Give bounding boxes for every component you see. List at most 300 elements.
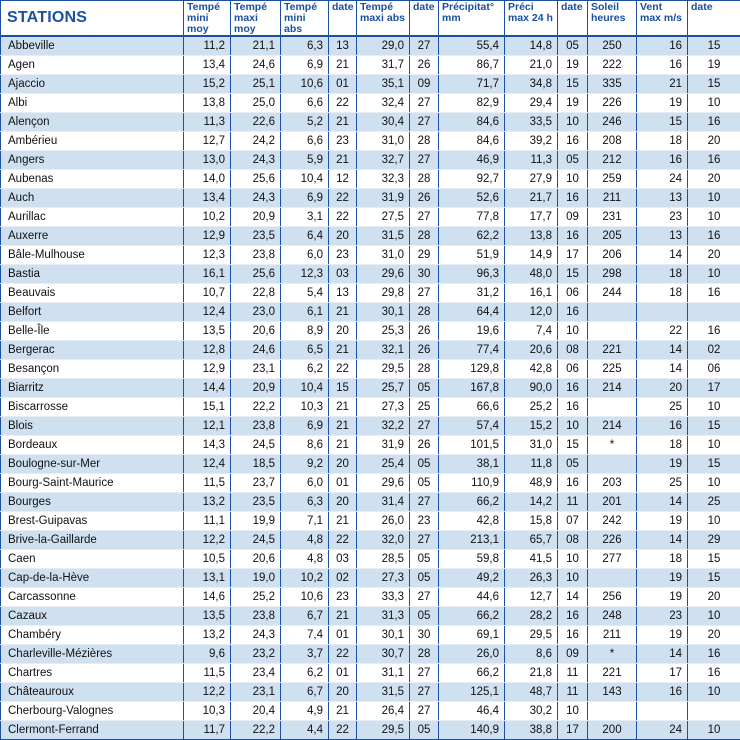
- cell-wind-max: 19: [637, 512, 688, 531]
- cell-temp-min-avg: 13,2: [184, 493, 231, 512]
- cell-temp-min-abs: 6,0: [281, 474, 329, 493]
- cell-temp-min-abs-date: 20: [329, 683, 357, 702]
- station-name-cell: Aurillac: [1, 208, 184, 227]
- table-row: [1, 56, 740, 75]
- cell-temp-max-avg: 20,6: [231, 550, 281, 569]
- cell-sunshine-hours: 211: [588, 189, 637, 208]
- cell-temp-min-abs-date: 02: [329, 569, 357, 588]
- cell-wind-max: 18: [637, 550, 688, 569]
- cell-temp-min-avg: 13,4: [184, 189, 231, 208]
- station-name-cell: Auxerre: [1, 227, 184, 246]
- cell-sunshine-hours: 203: [588, 474, 637, 493]
- cell-temp-max-abs-date: 28: [410, 645, 439, 664]
- table-row: [1, 151, 740, 170]
- cell-sunshine-hours: 212: [588, 151, 637, 170]
- station-name-cell: Aubenas: [1, 170, 184, 189]
- cell-precipitation: 59,8: [439, 550, 505, 569]
- cell-precip-max-date: 08: [558, 531, 588, 550]
- cell-temp-min-avg: 13,2: [184, 626, 231, 645]
- station-name-cell: Cherbourg-Valognes: [1, 702, 184, 721]
- cell-precipitation: 66,2: [439, 493, 505, 512]
- cell-wind-max: 14: [637, 341, 688, 360]
- cell-wind-max-date: 02: [688, 341, 740, 360]
- cell-temp-min-abs: 8,6: [281, 436, 329, 455]
- cell-temp-min-abs: 6,9: [281, 189, 329, 208]
- cell-precip-max-24h: 26,3: [505, 569, 558, 588]
- station-name-cell: Alençon: [1, 113, 184, 132]
- cell-temp-min-abs: 7,4: [281, 626, 329, 645]
- cell-precipitation: 44,6: [439, 588, 505, 607]
- cell-temp-max-abs-date: 05: [410, 607, 439, 626]
- cell-temp-max-abs-date: 27: [410, 151, 439, 170]
- cell-temp-min-avg: 12,9: [184, 360, 231, 379]
- cell-temp-max-abs: 30,1: [357, 626, 410, 645]
- cell-temp-min-avg: 14,3: [184, 436, 231, 455]
- cell-sunshine-hours: 226: [588, 531, 637, 550]
- cell-temp-max-avg: 23,4: [231, 664, 281, 683]
- cell-wind-max: 13: [637, 189, 688, 208]
- table-header: [1, 1, 740, 37]
- cell-wind-max-date: [688, 303, 740, 322]
- cell-temp-min-abs-date: 21: [329, 702, 357, 721]
- cell-temp-max-abs: 32,3: [357, 170, 410, 189]
- column-header-wind-max: Vent max m/s: [637, 1, 688, 37]
- cell-temp-min-abs: 6,5: [281, 341, 329, 360]
- cell-precip-max-date: 16: [558, 379, 588, 398]
- cell-temp-max-abs: 35,1: [357, 75, 410, 94]
- cell-wind-max: 18: [637, 265, 688, 284]
- cell-temp-min-abs: 6,0: [281, 246, 329, 265]
- table-row: [1, 75, 740, 94]
- cell-temp-min-abs-date: 23: [329, 132, 357, 151]
- station-name-cell: Clermont-Ferrand: [1, 721, 184, 740]
- station-name-cell: Brive-la-Gaillarde: [1, 531, 184, 550]
- cell-precipitation: 82,9: [439, 94, 505, 113]
- cell-temp-max-abs-date: 27: [410, 284, 439, 303]
- cell-wind-max: 17: [637, 664, 688, 683]
- cell-precip-max-24h: 14,2: [505, 493, 558, 512]
- cell-temp-min-abs: 6,7: [281, 683, 329, 702]
- cell-wind-max-date: 10: [688, 265, 740, 284]
- cell-precip-max-24h: 33,5: [505, 113, 558, 132]
- cell-temp-max-abs-date: 26: [410, 189, 439, 208]
- cell-temp-min-avg: 12,1: [184, 417, 231, 436]
- cell-temp-max-avg: 24,2: [231, 132, 281, 151]
- cell-temp-max-avg: 25,6: [231, 170, 281, 189]
- cell-precip-max-date: 06: [558, 360, 588, 379]
- cell-temp-min-abs-date: 21: [329, 607, 357, 626]
- cell-temp-min-abs-date: 21: [329, 56, 357, 75]
- cell-temp-max-avg: 24,5: [231, 531, 281, 550]
- cell-temp-max-abs: 33,3: [357, 588, 410, 607]
- table-row: [1, 683, 740, 702]
- cell-temp-min-avg: 9,6: [184, 645, 231, 664]
- cell-wind-max: 23: [637, 208, 688, 227]
- cell-temp-max-avg: 24,6: [231, 56, 281, 75]
- cell-wind-max: 18: [637, 436, 688, 455]
- cell-precip-max-date: 16: [558, 189, 588, 208]
- station-name-cell: Blois: [1, 417, 184, 436]
- cell-temp-max-abs-date: 30: [410, 626, 439, 645]
- cell-temp-min-avg: 13,0: [184, 151, 231, 170]
- station-name-cell: Albi: [1, 94, 184, 113]
- cell-wind-max: 14: [637, 531, 688, 550]
- cell-temp-min-abs-date: 22: [329, 645, 357, 664]
- cell-wind-max: 13: [637, 227, 688, 246]
- cell-wind-max-date: 16: [688, 284, 740, 303]
- cell-temp-min-abs: 4,8: [281, 531, 329, 550]
- cell-sunshine-hours: 206: [588, 246, 637, 265]
- cell-precip-max-date: 16: [558, 626, 588, 645]
- table-row: [1, 284, 740, 303]
- cell-temp-max-abs: 25,7: [357, 379, 410, 398]
- cell-temp-min-abs-date: 22: [329, 208, 357, 227]
- cell-temp-max-avg: 22,2: [231, 721, 281, 740]
- cell-temp-max-avg: 23,8: [231, 417, 281, 436]
- cell-temp-min-abs: 4,4: [281, 721, 329, 740]
- cell-sunshine-hours: 277: [588, 550, 637, 569]
- cell-precip-max-date: 11: [558, 683, 588, 702]
- cell-precipitation: 66,6: [439, 398, 505, 417]
- cell-precipitation: 140,9: [439, 721, 505, 740]
- cell-precip-max-date: 16: [558, 303, 588, 322]
- cell-precip-max-24h: 41,5: [505, 550, 558, 569]
- cell-sunshine-hours: [588, 702, 637, 721]
- cell-temp-max-abs: 31,4: [357, 493, 410, 512]
- cell-sunshine-hours: 246: [588, 113, 637, 132]
- cell-temp-max-abs: 30,7: [357, 645, 410, 664]
- cell-precip-max-24h: 48,7: [505, 683, 558, 702]
- cell-temp-min-abs: 6,6: [281, 132, 329, 151]
- cell-temp-min-avg: 11,2: [184, 36, 231, 56]
- cell-temp-min-abs: 10,2: [281, 569, 329, 588]
- cell-precip-max-24h: 48,9: [505, 474, 558, 493]
- cell-precip-max-date: 16: [558, 474, 588, 493]
- cell-precipitation: 84,6: [439, 132, 505, 151]
- cell-temp-min-abs-date: 22: [329, 721, 357, 740]
- cell-temp-max-abs-date: 26: [410, 341, 439, 360]
- cell-precipitation: 92,7: [439, 170, 505, 189]
- cell-temp-min-avg: 15,2: [184, 75, 231, 94]
- cell-temp-min-abs-date: 22: [329, 94, 357, 113]
- cell-sunshine-hours: 259: [588, 170, 637, 189]
- cell-temp-min-avg: 13,4: [184, 56, 231, 75]
- station-name-cell: Chartres: [1, 664, 184, 683]
- cell-temp-max-abs: 32,4: [357, 94, 410, 113]
- cell-wind-max-date: 16: [688, 664, 740, 683]
- cell-precip-max-24h: 12,0: [505, 303, 558, 322]
- table-row: [1, 626, 740, 645]
- cell-precip-max-date: 11: [558, 664, 588, 683]
- cell-wind-max: 16: [637, 417, 688, 436]
- cell-precip-max-date: 06: [558, 284, 588, 303]
- cell-temp-min-abs-date: 21: [329, 303, 357, 322]
- cell-precipitation: 71,7: [439, 75, 505, 94]
- cell-temp-max-abs: 31,0: [357, 132, 410, 151]
- cell-wind-max: 16: [637, 36, 688, 56]
- cell-temp-max-abs-date: 28: [410, 360, 439, 379]
- cell-temp-max-abs: 32,2: [357, 417, 410, 436]
- table-row: [1, 607, 740, 626]
- cell-precip-max-24h: 14,9: [505, 246, 558, 265]
- column-header-temp-max-abs-date: date: [410, 1, 439, 37]
- cell-temp-min-avg: 11,5: [184, 664, 231, 683]
- station-name-cell: Ajaccio: [1, 75, 184, 94]
- cell-temp-max-abs: 31,0: [357, 246, 410, 265]
- table-row: [1, 493, 740, 512]
- cell-temp-max-abs-date: 28: [410, 132, 439, 151]
- cell-temp-min-abs: 6,3: [281, 493, 329, 512]
- cell-sunshine-hours: 214: [588, 417, 637, 436]
- station-name-cell: Biscarrosse: [1, 398, 184, 417]
- cell-temp-min-avg: 10,7: [184, 284, 231, 303]
- cell-wind-max-date: 20: [688, 588, 740, 607]
- cell-temp-min-abs: 6,2: [281, 664, 329, 683]
- cell-precip-max-date: 16: [558, 607, 588, 626]
- cell-temp-max-avg: 23,0: [231, 303, 281, 322]
- cell-temp-max-abs-date: 05: [410, 550, 439, 569]
- cell-wind-max: 18: [637, 132, 688, 151]
- cell-precip-max-date: 09: [558, 208, 588, 227]
- cell-temp-max-abs: 31,1: [357, 664, 410, 683]
- cell-wind-max-date: 20: [688, 170, 740, 189]
- cell-temp-min-abs: 9,2: [281, 455, 329, 474]
- cell-precipitation: 46,4: [439, 702, 505, 721]
- cell-wind-max: 19: [637, 588, 688, 607]
- cell-temp-min-avg: 12,2: [184, 683, 231, 702]
- cell-sunshine-hours: 222: [588, 56, 637, 75]
- cell-precip-max-24h: 11,3: [505, 151, 558, 170]
- cell-sunshine-hours: 205: [588, 227, 637, 246]
- cell-temp-min-abs: 5,9: [281, 151, 329, 170]
- cell-temp-min-avg: 14,4: [184, 379, 231, 398]
- cell-temp-max-avg: 22,2: [231, 398, 281, 417]
- cell-sunshine-hours: [588, 398, 637, 417]
- table-row: [1, 379, 740, 398]
- station-name-cell: Brest-Guipavas: [1, 512, 184, 531]
- cell-temp-max-avg: 25,6: [231, 265, 281, 284]
- cell-temp-max-avg: 25,1: [231, 75, 281, 94]
- cell-sunshine-hours: 250: [588, 36, 637, 56]
- cell-sunshine-hours: 226: [588, 94, 637, 113]
- cell-wind-max-date: 15: [688, 417, 740, 436]
- cell-temp-max-avg: 24,5: [231, 436, 281, 455]
- cell-temp-max-abs: 27,3: [357, 569, 410, 588]
- cell-sunshine-hours: 211: [588, 626, 637, 645]
- cell-precipitation: 84,6: [439, 113, 505, 132]
- cell-temp-min-abs-date: 13: [329, 284, 357, 303]
- cell-temp-min-avg: 14,6: [184, 588, 231, 607]
- cell-precip-max-date: 14: [558, 588, 588, 607]
- station-name-cell: Cazaux: [1, 607, 184, 626]
- cell-temp-max-abs-date: 27: [410, 94, 439, 113]
- cell-temp-min-abs: 6,2: [281, 360, 329, 379]
- table-row: [1, 474, 740, 493]
- cell-temp-max-abs-date: 30: [410, 265, 439, 284]
- cell-temp-max-abs-date: 27: [410, 493, 439, 512]
- table-row: [1, 436, 740, 455]
- cell-precipitation: 55,4: [439, 36, 505, 56]
- station-name-cell: Bordeaux: [1, 436, 184, 455]
- cell-wind-max: 14: [637, 493, 688, 512]
- station-name-cell: Abbeville: [1, 36, 184, 56]
- cell-temp-max-avg: 22,6: [231, 113, 281, 132]
- cell-sunshine-hours: [588, 303, 637, 322]
- cell-temp-max-abs: 27,5: [357, 208, 410, 227]
- cell-temp-max-abs: 32,1: [357, 341, 410, 360]
- cell-wind-max: 19: [637, 94, 688, 113]
- cell-wind-max-date: 10: [688, 398, 740, 417]
- cell-wind-max: 14: [637, 360, 688, 379]
- table-row: [1, 303, 740, 322]
- cell-precip-max-date: 19: [558, 56, 588, 75]
- cell-precipitation: 86,7: [439, 56, 505, 75]
- station-name-cell: Agen: [1, 56, 184, 75]
- cell-temp-max-abs-date: 27: [410, 208, 439, 227]
- cell-precipitation: 66,2: [439, 607, 505, 626]
- cell-temp-min-abs: 10,6: [281, 75, 329, 94]
- station-name-cell: Belle-Île: [1, 322, 184, 341]
- cell-precip-max-date: 10: [558, 702, 588, 721]
- cell-temp-max-avg: 23,8: [231, 246, 281, 265]
- cell-temp-min-abs-date: 01: [329, 75, 357, 94]
- cell-wind-max-date: 15: [688, 36, 740, 56]
- cell-temp-min-abs-date: 21: [329, 417, 357, 436]
- cell-temp-max-avg: 23,7: [231, 474, 281, 493]
- cell-precip-max-24h: 90,0: [505, 379, 558, 398]
- cell-sunshine-hours: 298: [588, 265, 637, 284]
- cell-temp-max-abs-date: 05: [410, 379, 439, 398]
- cell-precip-max-24h: 17,7: [505, 208, 558, 227]
- cell-wind-max: 14: [637, 645, 688, 664]
- cell-temp-min-avg: 10,5: [184, 550, 231, 569]
- cell-precip-max-24h: 21,7: [505, 189, 558, 208]
- cell-temp-max-abs: 25,4: [357, 455, 410, 474]
- table-row: [1, 322, 740, 341]
- cell-temp-min-avg: 12,4: [184, 455, 231, 474]
- cell-temp-max-avg: 24,3: [231, 151, 281, 170]
- cell-wind-max-date: 16: [688, 322, 740, 341]
- station-name-cell: Beauvais: [1, 284, 184, 303]
- station-name-cell: Bourg-Saint-Maurice: [1, 474, 184, 493]
- cell-sunshine-hours: [588, 569, 637, 588]
- cell-temp-max-abs: 31,9: [357, 189, 410, 208]
- cell-wind-max-date: 15: [688, 569, 740, 588]
- table-row: [1, 132, 740, 151]
- cell-temp-max-abs-date: 27: [410, 531, 439, 550]
- cell-temp-max-abs: 32,7: [357, 151, 410, 170]
- cell-temp-min-abs-date: 21: [329, 341, 357, 360]
- cell-precip-max-24h: 21,8: [505, 664, 558, 683]
- table-row: [1, 550, 740, 569]
- cell-precipitation: 31,2: [439, 284, 505, 303]
- table-row: [1, 208, 740, 227]
- cell-temp-min-abs-date: 01: [329, 474, 357, 493]
- cell-temp-max-abs-date: 29: [410, 246, 439, 265]
- cell-temp-max-abs: 31,7: [357, 56, 410, 75]
- cell-temp-max-avg: 23,1: [231, 683, 281, 702]
- cell-temp-min-abs: 8,9: [281, 322, 329, 341]
- cell-wind-max-date: 15: [688, 550, 740, 569]
- cell-temp-max-abs-date: 28: [410, 170, 439, 189]
- cell-temp-min-abs: 10,4: [281, 170, 329, 189]
- cell-temp-max-abs: 32,0: [357, 531, 410, 550]
- cell-sunshine-hours: 214: [588, 379, 637, 398]
- cell-precipitation: 69,1: [439, 626, 505, 645]
- cell-temp-max-abs: 29,8: [357, 284, 410, 303]
- table-row: [1, 113, 740, 132]
- cell-temp-min-abs-date: 21: [329, 151, 357, 170]
- cell-sunshine-hours: 221: [588, 664, 637, 683]
- cell-wind-max-date: 10: [688, 512, 740, 531]
- cell-temp-min-avg: 11,7: [184, 721, 231, 740]
- cell-temp-min-avg: 10,2: [184, 208, 231, 227]
- station-name-cell: Biarritz: [1, 379, 184, 398]
- cell-temp-max-abs-date: 25: [410, 398, 439, 417]
- cell-temp-max-abs-date: 27: [410, 113, 439, 132]
- cell-precip-max-24h: 42,8: [505, 360, 558, 379]
- station-name-cell: Boulogne-sur-Mer: [1, 455, 184, 474]
- cell-wind-max-date: 10: [688, 208, 740, 227]
- cell-temp-min-avg: 12,7: [184, 132, 231, 151]
- cell-temp-min-abs: 7,1: [281, 512, 329, 531]
- cell-precipitation: 46,9: [439, 151, 505, 170]
- station-name-cell: Carcassonne: [1, 588, 184, 607]
- cell-sunshine-hours: 225: [588, 360, 637, 379]
- cell-temp-max-abs: 29,6: [357, 474, 410, 493]
- cell-temp-min-avg: 11,1: [184, 512, 231, 531]
- cell-temp-max-avg: 19,0: [231, 569, 281, 588]
- cell-temp-max-avg: 18,5: [231, 455, 281, 474]
- cell-wind-max: 22: [637, 322, 688, 341]
- cell-precip-max-date: 16: [558, 227, 588, 246]
- cell-temp-min-abs: 4,9: [281, 702, 329, 721]
- cell-temp-min-abs: 10,6: [281, 588, 329, 607]
- cell-precipitation: 129,8: [439, 360, 505, 379]
- cell-sunshine-hours: 200: [588, 721, 637, 740]
- station-name-cell: Angers: [1, 151, 184, 170]
- cell-wind-max-date: 15: [688, 455, 740, 474]
- cell-temp-max-avg: 19,9: [231, 512, 281, 531]
- cell-temp-max-avg: 20,6: [231, 322, 281, 341]
- cell-precipitation: 42,8: [439, 512, 505, 531]
- cell-sunshine-hours: 335: [588, 75, 637, 94]
- column-header-stations: STATIONS: [1, 1, 184, 37]
- table-row: [1, 512, 740, 531]
- cell-temp-max-abs-date: 09: [410, 75, 439, 94]
- cell-precip-max-date: 10: [558, 322, 588, 341]
- table-row: [1, 455, 740, 474]
- cell-temp-min-abs: 6,3: [281, 36, 329, 56]
- cell-temp-max-abs: 30,4: [357, 113, 410, 132]
- table-row: [1, 36, 740, 56]
- column-header-temp-min-abs-date: date: [329, 1, 357, 37]
- cell-wind-max: 25: [637, 398, 688, 417]
- cell-temp-min-avg: 15,1: [184, 398, 231, 417]
- cell-precip-max-date: 09: [558, 645, 588, 664]
- cell-wind-max: 25: [637, 474, 688, 493]
- cell-wind-max: 19: [637, 626, 688, 645]
- cell-precip-max-24h: 15,2: [505, 417, 558, 436]
- cell-temp-max-abs: 31,3: [357, 607, 410, 626]
- cell-temp-max-avg: 24,3: [231, 189, 281, 208]
- cell-temp-min-avg: 12,9: [184, 227, 231, 246]
- cell-wind-max-date: 16: [688, 151, 740, 170]
- cell-temp-max-abs-date: 27: [410, 683, 439, 702]
- column-header-precip-max-date: date: [558, 1, 588, 37]
- cell-temp-min-avg: 11,3: [184, 113, 231, 132]
- cell-precipitation: 38,1: [439, 455, 505, 474]
